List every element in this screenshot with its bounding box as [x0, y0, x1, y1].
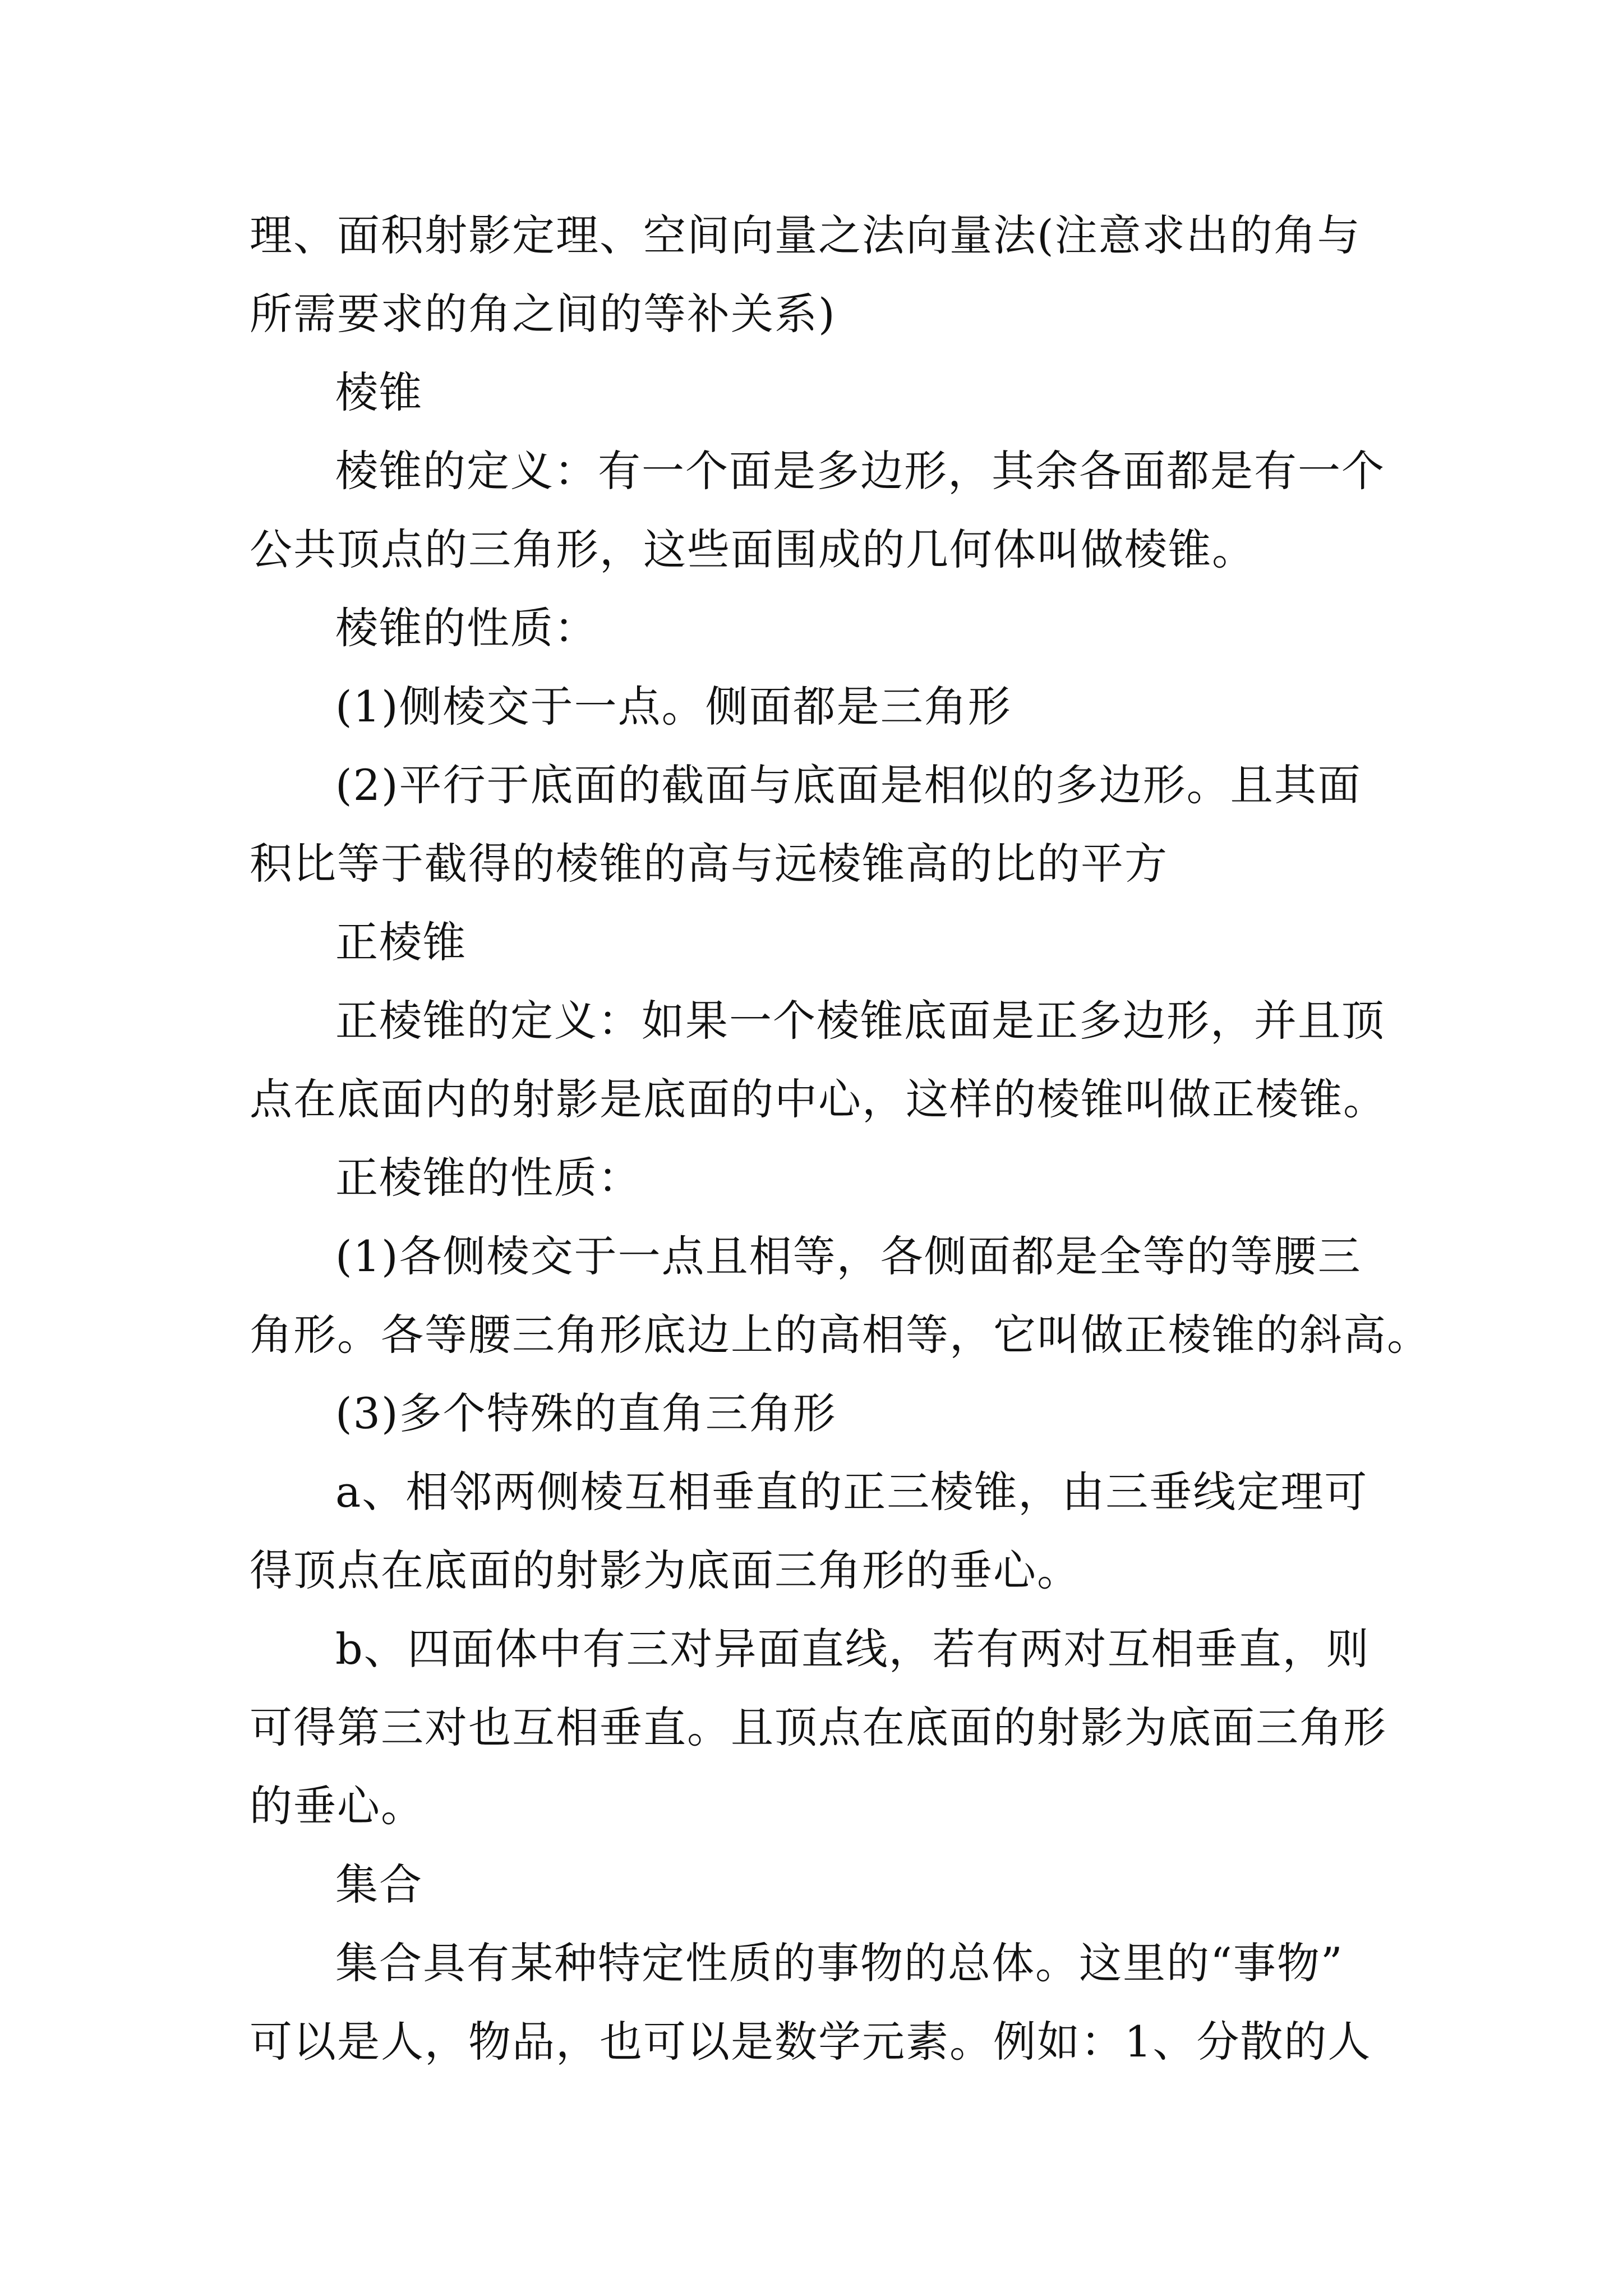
- text-line: (1)侧棱交于一点。侧面都是三角形: [335, 682, 1012, 731]
- text-line: 正棱锥的定义：如果一个棱锥底面是正多边形，并且顶: [335, 996, 1385, 1046]
- text-line: 角形。各等腰三角形底边上的高相等，它叫做正棱锥的斜高。: [250, 1310, 1431, 1360]
- text-line: 公共顶点的三角形，这些面围成的几何体叫做棱锥。: [250, 524, 1256, 574]
- text-line: a、相邻两侧棱互相垂直的正三棱锥，由三垂线定理可: [335, 1467, 1368, 1517]
- text-line: 理、面积射影定理、空间向量之法向量法(注意求出的角与: [250, 210, 1361, 260]
- text-line: b、四面体中有三对异面直线，若有两对互相垂直，则: [335, 1624, 1370, 1674]
- text-line: 得顶点在底面的射影为底面三角形的垂心。: [250, 1545, 1081, 1595]
- text-line: 点在底面内的射影是底面的中心，这样的棱锥叫做正棱锥。: [250, 1074, 1387, 1124]
- text-line: 所需要求的角之间的等补关系): [250, 289, 836, 339]
- text-line: 可以是人，物品，也可以是数学元素。例如：1、分散的人: [250, 2017, 1372, 2067]
- text-line: (2)平行于底面的截面与底面是相似的多边形。且其面: [335, 760, 1362, 810]
- text-line: 棱锥的性质：: [335, 603, 598, 653]
- section-heading: 集合: [335, 1860, 423, 1910]
- text-line: 可得第三对也互相垂直。且顶点在底面的射影为底面三角形: [250, 1703, 1387, 1752]
- text-line: 的垂心。: [250, 1781, 425, 1831]
- text-line: 集合具有某种特定性质的事物的总体。这里的“事物”: [335, 1938, 1344, 1988]
- text-line: 积比等于截得的棱锥的高与远棱锥高的比的平方: [250, 839, 1168, 889]
- text-line: 正棱锥的性质：: [335, 1153, 642, 1203]
- text-line: (3)多个特殊的直角三角形: [335, 1388, 837, 1438]
- text-line: 棱锥的定义：有一个面是多边形，其余各面都是有一个: [335, 446, 1385, 496]
- text-line: (1)各侧棱交于一点且相等，各侧面都是全等的等腰三: [335, 1231, 1362, 1281]
- section-heading: 棱锥: [335, 367, 423, 417]
- section-heading: 正棱锥: [335, 917, 467, 967]
